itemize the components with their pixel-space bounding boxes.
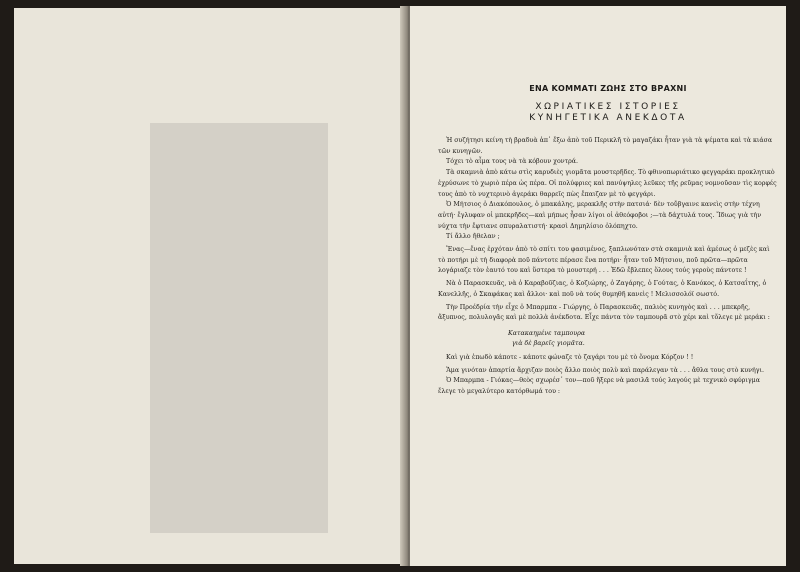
photo-plate [150,123,328,533]
paragraph: Τὰ σκαμνιὰ ἀπὸ κάτω στὶς καρυδιὲς γιομᾶτα μουστερῆδες. Τὸ φθινοπωριάτικο φεγγαράκι προκλητικὸ ἐχρύσωνε τὸ χωριὸ πέρα ὡς πέρα. Οἱ πολύφριες καὶ πανύψηλες λεῦκες τῆς ρεῦμας νομνοῦσαν τὶς κορφές τους ἀπὸ τὸ νυχτερινὸ ἀγεράκι θαρρεῖς πὼς ἔπαιζαν μὲ τὸ φεγγάρι. [438,169,777,198]
paragraph: Ἔνας—ἕνας ἐρχόταν ἀπὸ τὸ σπίτι του φασιμένος, ξαπλωνόταν στὰ σκαμνιὰ καὶ ἀμέσως ὁ μεζὲς καὶ τὸ ποτήρι μὲ τὴ διαφορὰ ποῦ πάντοτε πέρασε ἕνα ποτήρι· ἦταν τοῦ Μήτσιου, ποῦ πρῶτα—πρῶτα λογάριαζε τὸν ἑαυτό του καὶ ὕστερα τὸ μουστερή . . . Ἐδῶ ἔβλεπες ὅλους τούς γεροὺς πάντοτε ! [438,246,770,275]
verse [438,329,778,349]
verse-line: Κατακαημένε ταμπουρα [508,329,586,337]
subtitle-line-2: ΚΥΝΗΓΕΤΙΚΑ ΑΝΕΚΔΟΤΑ [529,113,687,123]
paragraph: Καὶ γιὰ ἐπωδὸ κάποτε - κάποτε φώναζε τὸ ζαγάρι του μὲ τὸ ὄνομα Κόρζον ! ! [446,353,694,361]
chapter-body [438,136,778,398]
paragraph: Νὰ ὁ Παρασκευᾶς, νὰ ὁ Καραβοῦζιας, ὁ Κοζιώρης, ὁ Ζαγάρης, ὁ Γούτας, ὁ Κανόκος, ὁ Κατσαΐτης, ὁ Κανελλῆς, ὁ Σκαφάκας καὶ ἄλλοι· καὶ ποῦ νὰ τούς θυμηθῆ κανεὶς ! Μελισσολόϊ σωστό. [438,280,767,298]
left-page [14,8,406,564]
verse-line: γιὰ δὲ βαρεῖς γιομᾶτα. [512,339,585,347]
paragraph: Τόχει τὸ αἷμα τους νὰ τὰ κόβουν χοντρά. [446,158,579,166]
paragraph: Ὁ Μπαρμπα - Γιόκας—θεὸς σχωρέσ᾽ τον—ποῦ ἤξερε νὰ μασιλᾶ τούς λαγούς μὲ τεχνικὸ σφύριγμα ἔλεγε τὸ μεγαλύτερο κατόρθωμά του : [438,377,760,396]
chapter-text [438,66,778,398]
paragraph: Τί ἄλλο ἤθελαν ; [446,233,500,241]
paragraph: Ἅμα γινόταν ἀπαρτία ἄρχιζαν ποιὸς ἄλλο ποιὸς πολὺ καὶ παράλεγαν τὰ . . . ἄθλα τους στὸ κυνήγι. [446,366,765,374]
chapter-title: ΕΝΑ ΚΟΜΜΑΤΙ ΖΩΗΣ ΣΤΟ ΒΡΑΧΝΙ [529,84,687,93]
paragraph: Ἡ συζήτησι κείνη τὴ βραδυὰ ἀπ᾽ ἔξω ἀπὸ τοῦ Περικλῆ τὸ μαγαζάκι ἦταν γιὰ τὰ ψέματα καὶ τὰ κιάσα τῶν κυνηγῶν. [438,137,773,155]
subtitle-line-1: ΧΩΡΙΑΤΙΚΕΣ ΙΣΤΟΡΙΕΣ [535,102,681,112]
chapter-subtitle [438,102,778,124]
paragraph: Ὁ Μήτσιος ὁ Διακόπουλος, ὁ μπακάλης, μερακλῆς στὴν πατσιά· δὲν τοὔβγαινε κανεὶς στὴν τέχνη αὐτή· ἔγλυφαν οἱ μπεκρῆδες—καὶ μήπως ἦσαν λίγοι οἱ ἀθεόφοβοι ;—τὰ δάχτυλά τους. Ἴδιως γιὰ τὴν νύχτα τὴν ἔφτιανε σπυραλατιστή· κρασὶ Δημηλίσιο ὁλόπηχτο. [438,201,762,230]
paragraph: Τὴν Προέδρία τὴν εἶχε ὁ Μπαρμπα - Γιώργης, ὁ Παρασκευᾶς, παλιὸς κυνηγὸς καὶ . . . μπεκρῆς, ἄξυπνος, πολυλογᾶς καὶ μὲ πολλὰ ἀνέκδοτα. Εἶχε πάντα τὸν ταμπουρᾶ στὸ χέρι καὶ τὄλεγε μὲ μεράκι : [438,303,770,322]
